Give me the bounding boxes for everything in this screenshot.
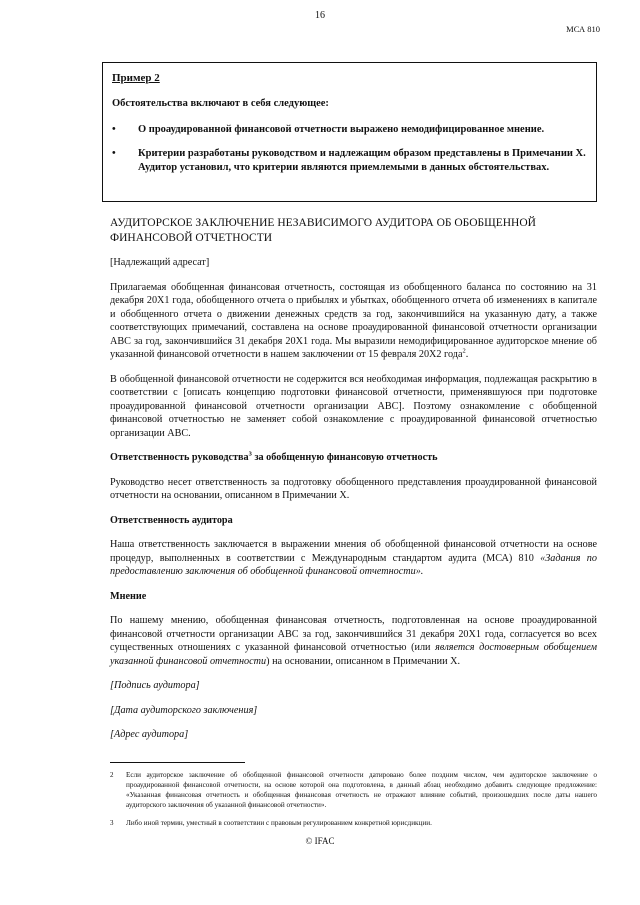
paragraph-italic: является достоверным обобщением указанной финансовой отчетности xyxy=(110,642,597,667)
footnote-item xyxy=(110,818,597,828)
paragraph-intro xyxy=(110,281,597,362)
footnote-text: Либо иной термин, уместный в соответствии с правовым регулированием конкретной юрисдикции. xyxy=(126,819,432,827)
footnote-mark: 3 xyxy=(110,819,114,827)
bullet-text: Критерии разработаны руководством и надлежащим образом представлены в Примечании X. Аудитор установил, что критерии являются приемлемыми в данных обстоятельствах. xyxy=(138,148,586,173)
footnote-ref[interactable]: 2 xyxy=(462,347,466,355)
paragraph-text: По нашему мнению, обобщенная финансовая отчетность, подготовленная на основе проаудированной финансовой отчетности организации ABC за год, закончившийся 31 декабря 20X1 года, согласуется во всех существенных отношениях с указанной финансовой отчетностью (или xyxy=(110,615,597,653)
paragraph-text: ) на основании, описанном в Примечании X. xyxy=(266,655,461,667)
paragraph-management: Руководство несет ответственность за подготовку обобщенного представления проаудированной финансовой отчетности на основании, описанном в Примечании X. xyxy=(110,476,597,501)
footnote-item xyxy=(110,770,597,810)
footnote-divider xyxy=(110,762,245,763)
list-item xyxy=(112,147,587,175)
footnotes xyxy=(110,770,597,836)
report-body xyxy=(110,216,597,753)
bullet-icon: • xyxy=(112,124,116,135)
bullet-icon: • xyxy=(112,148,116,159)
heading-text: за обобщенную финансовую отчетность xyxy=(251,452,438,463)
footnote-text: Если аудиторское заключение об обобщенной финансовой отчетности датировано более поздним числом, чем аудиторское заключение о проаудированной финансовой отчетности, на основе которой она подготовлена, в данный абзац необходимо добавить следующее предложение: «Указанная финансовая отчетность и обобщенная финансовая отчетность не отражают влияние событий, произошедших после даты нашего аудиторского заключения об указанной финансовой отчетности». xyxy=(126,771,597,809)
section-heading-opinion: Мнение xyxy=(110,590,147,602)
paragraph-text: Наша ответственность заключается в выражении мнения об обобщенной финансовой отчетности на основе процедур, выполненных в соответствии с Международным стандартом аудита (МСА) 810 xyxy=(110,539,597,564)
example-box xyxy=(102,62,597,202)
bullet-text: О проаудированной финансовой отчетности выражено немодифицированное мнение. xyxy=(138,124,545,135)
report-date-line: [Дата аудиторского заключения] xyxy=(110,704,258,716)
heading-text: Ответственность руководства xyxy=(110,452,249,463)
example-title: Пример 2 xyxy=(112,72,160,84)
signature-line: [Подпись аудитора] xyxy=(110,680,200,691)
page-number: 16 xyxy=(315,10,325,21)
addressee: [Надлежащий адресат] xyxy=(110,257,210,268)
footnote-ref[interactable]: 3 xyxy=(248,450,252,458)
section-heading-management xyxy=(110,451,597,465)
auditor-address-line: [Адрес аудитора] xyxy=(110,729,189,740)
paragraph-auditor xyxy=(110,538,597,579)
footnote-mark: 2 xyxy=(110,771,114,779)
list-item xyxy=(112,123,587,137)
section-heading-auditor: Ответственность аудитора xyxy=(110,514,233,526)
standard-title: «Задания по предоставлению заключения об обобщенной финансовой отчетности». xyxy=(110,552,597,577)
standard-code: МСА 810 xyxy=(566,24,600,34)
example-intro: Обстоятельства включают в себя следующее: xyxy=(112,98,329,109)
paragraph-disclosure: В обобщенной финансовой отчетности не содержится вся необходимая информация, подлежащая раскрытию в соответствии с [описать концепцию подготовки финансовой отчетности, применявшуюся при подготовке проаудированной финансовой отчетности организации ABC]. Поэтому ознакомление с обобщенной финансовой отчетностью не заменяет собой ознакомление с проаудированной финансовой отчетностью организации ABC. xyxy=(110,373,597,439)
copyright: © IFAC xyxy=(305,836,335,846)
paragraph-text: Прилагаемая обобщенная финансовая отчетность, состоящая из обобщенного баланса по состоянию на 31 декабря 20X1 года, обобщенного отчета о прибылях и убытках, обобщенного отчета об изменениях в капитале и обобщенного отчета о движении денежных средств за год, закончившийся на указанную дату, а также соответствующих примечаний, составлена на основе проаудированной финансовой отчетности организации ABC за год, закончившийся 31 декабря 20X1 года. Мы выразили немодифицированное аудиторское мнение об указанной финансовой отчетности в нашем заключении от 15 февраля 20X2 года xyxy=(110,281,597,360)
paragraph-opinion xyxy=(110,614,597,668)
paragraph-end: . xyxy=(465,349,469,360)
report-title: АУДИТОРСКОЕ ЗАКЛЮЧЕНИЕ НЕЗАВИСИМОГО АУДИТОРА ОБ ОБОБЩЕННОЙ ФИНАНСОВОЙ ОТЧЕТНОСТИ xyxy=(110,217,536,244)
